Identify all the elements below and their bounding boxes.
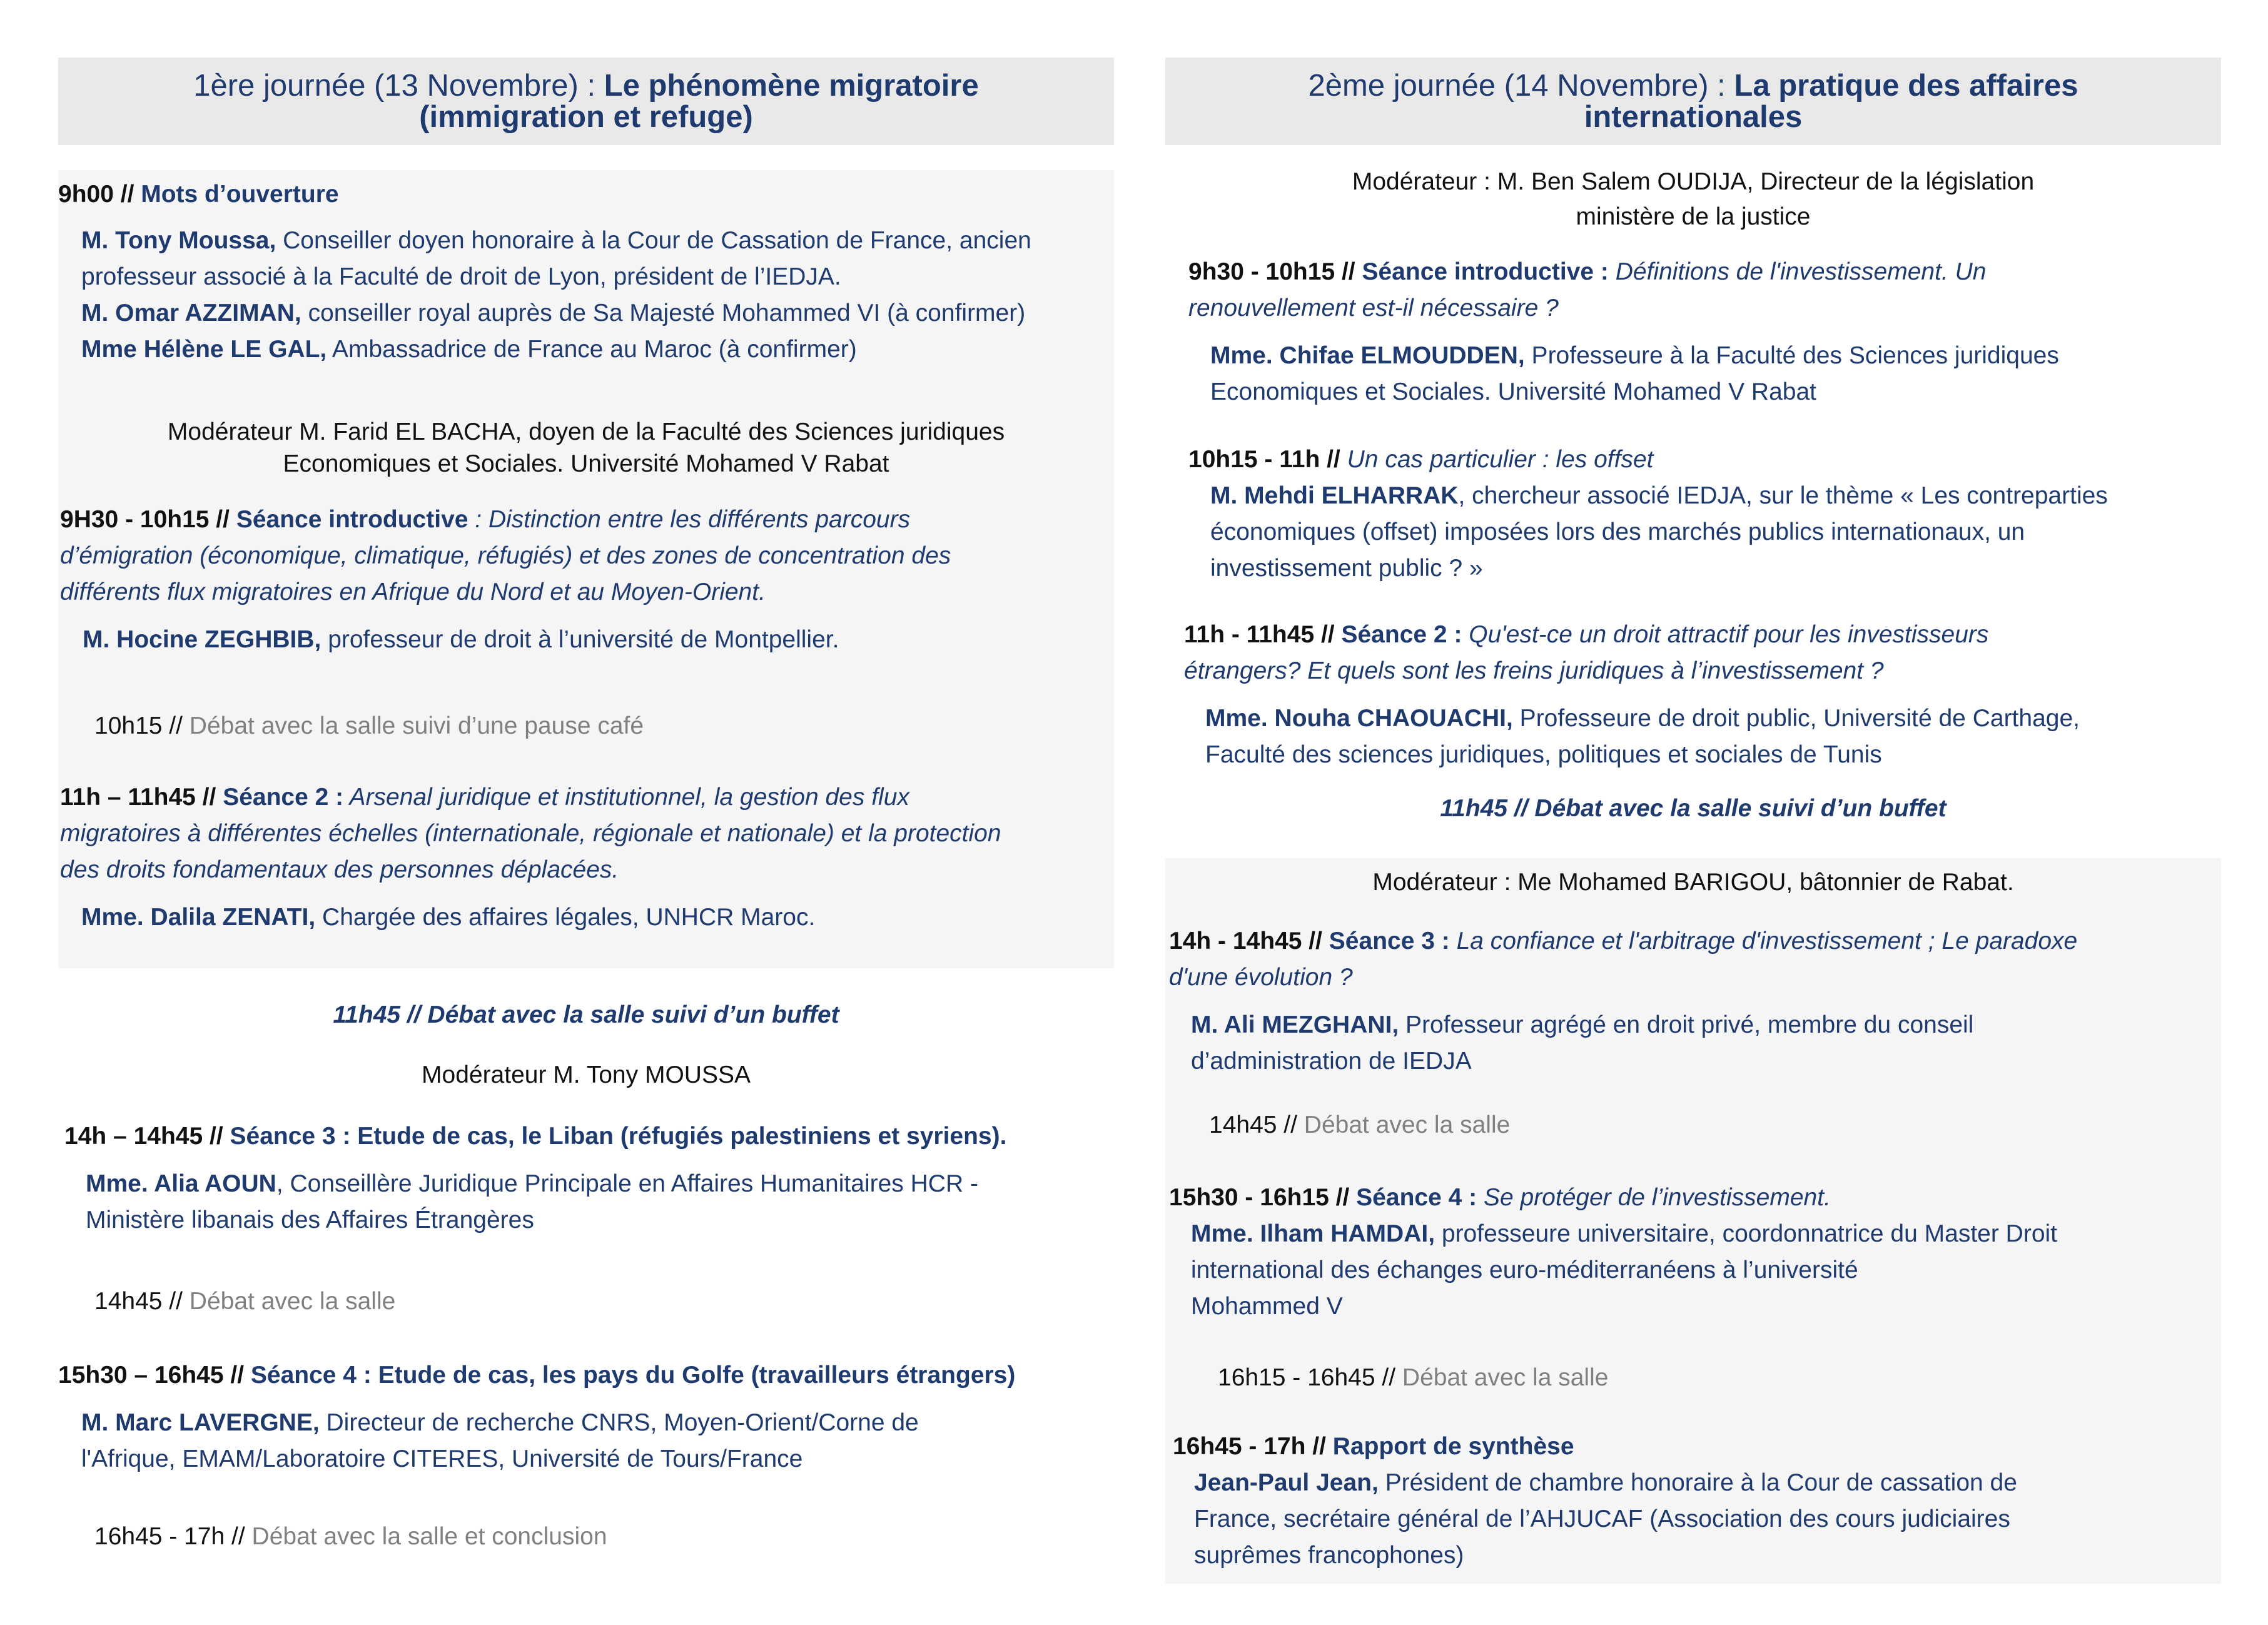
session-heading	[1188, 442, 1654, 478]
moderator-line: Modérateur : M. Ben Salem OUDIJA, Directeur de la législation	[1352, 168, 2035, 195]
speaker-desc: professeur de droit à l’université de Montpellier.	[321, 626, 839, 653]
speaker-desc: Directeur de recherche CNRS, Moyen-Orient/Corne de	[319, 1409, 919, 1436]
speaker-name: Jean-Paul Jean,	[1194, 1469, 1379, 1496]
speaker-desc: professeure universitaire, coordonnatrice du Master Droit	[1435, 1220, 2058, 1247]
session-desc-cont: des droits fondamentaux des personnes déplacées.	[60, 856, 619, 883]
speaker-item	[1205, 701, 2080, 737]
session-label: Séance introductive :	[1362, 258, 1609, 285]
closing-text: Débat avec la salle et conclusion	[251, 1523, 607, 1550]
day2-header	[1165, 58, 2221, 145]
break-text: Débat avec la salle suivi d’une pause café	[189, 712, 644, 739]
day1-morning-panel	[58, 170, 1114, 968]
session-time: 9h30 - 10h15 //	[1188, 258, 1362, 285]
speaker-name: M. Omar AZZIMAN,	[81, 300, 301, 327]
speaker-desc: Professeur agrégé en droit privé, membre du conseil	[1399, 1011, 1974, 1038]
session-heading	[1169, 1180, 1831, 1216]
break-item	[1218, 1360, 1608, 1396]
day2-title-date: 2ème journée (14 Novembre) :	[1308, 69, 1734, 103]
session-desc: La confiance et l'arbitrage d'investissement ; Le paradoxe	[1449, 928, 2078, 954]
session-desc-cont: migratoires à différentes échelles (internationale, régionale et nationale) et la protection	[60, 820, 1001, 847]
session-time: 11h – 11h45 //	[60, 784, 223, 811]
session-time: 14h - 14h45 //	[1169, 928, 1329, 954]
speaker-desc-cont: Faculté des sciences juridiques, politiques et sociales de Tunis	[1205, 741, 1882, 768]
session-heading	[1188, 254, 1986, 290]
session-heading	[64, 1118, 1006, 1155]
moderator-line: Modérateur M. Farid EL BACHA, doyen de la Faculté des Sciences juridiques	[167, 418, 1005, 445]
break-time: 14h45 //	[94, 1288, 190, 1315]
session-heading	[1184, 617, 1988, 653]
speaker-item	[1194, 1465, 2017, 1501]
session-label: Séance introductive	[236, 506, 468, 533]
break-text: Débat avec la salle	[1304, 1111, 1511, 1138]
speaker-item	[83, 622, 839, 658]
moderator-line: ministère de la justice	[1576, 203, 1811, 230]
session-heading	[1169, 923, 2077, 959]
break-item	[1209, 1107, 1510, 1143]
day2-afternoon-panel	[1165, 858, 2221, 1584]
speaker-item	[81, 899, 815, 936]
speaker-desc: , chercheur associé IEDJA, sur le thème « Les contreparties	[1458, 482, 2108, 509]
day1-title-theme: Le phénomène migratoire	[604, 69, 979, 103]
session-heading	[60, 779, 909, 816]
break-text: Débat avec la salle	[189, 1288, 396, 1315]
session-label: Séance 3 : Etude de cas, le Liban (réfugiés palestiniens et syriens).	[230, 1123, 1007, 1150]
session-time: 16h45 - 17h //	[1173, 1433, 1333, 1460]
session-time: 15h30 – 16h45 //	[58, 1362, 251, 1389]
opening-item	[58, 176, 339, 213]
day1-title-date: 1ère journée (13 Novembre) :	[193, 69, 604, 103]
speaker-desc: Chargée des affaires légales, UNHCR Maroc.	[315, 904, 816, 931]
speaker-desc-cont: France, secrétaire général de l’AHJUCAF (Association des cours judiciaires	[1194, 1506, 2010, 1532]
day2-column	[1165, 58, 2221, 1569]
session-label: Séance 2 :	[1341, 621, 1462, 648]
session-label: Séance 3 :	[1329, 928, 1450, 954]
speaker-desc-cont: Mohammed V	[1191, 1293, 1343, 1320]
day2-morning	[1165, 164, 2221, 914]
session-desc: Se protéger de l’investissement.	[1477, 1184, 1831, 1211]
session-desc: Qu'est-ce un droit attractif pour les investisseurs	[1462, 621, 1989, 648]
speaker-desc-cont: international des échanges euro-méditerranéens à l’université	[1191, 1257, 1858, 1283]
break-time: 14h45 //	[1209, 1111, 1304, 1138]
session-desc: Un cas particulier : les offset	[1347, 446, 1654, 473]
speaker-item	[1191, 1216, 2057, 1252]
speaker-name: M. Hocine ZEGHBIB,	[83, 626, 321, 653]
speaker-desc-cont: d’administration de IEDJA	[1191, 1048, 1472, 1075]
speaker-item	[81, 1405, 919, 1441]
session-label: Séance 4 : Etude de cas, les pays du Golfe (travailleurs étrangers)	[250, 1362, 1016, 1389]
speaker-desc: Ambassadrice de France au Maroc (à confirmer)	[327, 336, 857, 363]
speaker-name: M. Ali MEZGHANI,	[1191, 1011, 1399, 1038]
speaker-desc: conseiller royal auprès de Sa Majesté Mohammed VI (à confirmer)	[301, 300, 1026, 327]
speaker-desc: Président de chambre honoraire à la Cour de cassation de	[1378, 1469, 2017, 1496]
speaker-name: Mme. Nouha CHAOUACHI,	[1205, 705, 1513, 732]
speaker-desc: Professeure à la Faculté des Sciences juridiques	[1524, 342, 2059, 369]
speaker-name: Mme. Chifae ELMOUDDEN,	[1210, 342, 1525, 369]
moderator-line: Modérateur M. Tony MOUSSA	[422, 1061, 751, 1088]
speaker-name: M. Tony Moussa,	[81, 227, 276, 254]
session-heading	[60, 502, 910, 538]
speaker-item	[86, 1166, 978, 1202]
speaker-desc-cont: suprêmes francophones)	[1194, 1542, 1464, 1569]
session-label: Séance 2 :	[223, 784, 344, 811]
session-label: Séance 4 :	[1356, 1184, 1477, 1211]
lunch-break: 11h45 // Débat avec la salle suivi d’un buffet	[1440, 795, 1947, 822]
speaker-desc: Conseiller doyen honoraire à la Cour de Cassation de France, ancien	[276, 227, 1031, 254]
closing-time: 16h45 - 17h //	[94, 1523, 252, 1550]
session-desc: Définitions de l'investissement. Un	[1608, 258, 1987, 285]
speaker-item	[1191, 1007, 1973, 1043]
session-desc: : Distinction entre les différents parcours	[468, 506, 911, 533]
day2-title-theme: La pratique des affaires	[1734, 69, 2078, 103]
session-time: 10h15 - 11h //	[1188, 446, 1347, 473]
session-heading	[1173, 1429, 1574, 1465]
speaker-name: Mme. Alia AOUN	[86, 1170, 276, 1197]
session-desc-cont: d’émigration (économique, climatique, réfugiés) et des zones de concentration des	[60, 542, 951, 569]
session-time: 11h - 11h45 //	[1184, 621, 1342, 648]
day1-title-theme-line2: (immigration et refuge)	[419, 100, 753, 134]
session-desc: Arsenal juridique et institutionnel, la gestion des flux	[343, 784, 909, 811]
speaker-name: Mme. Dalila ZENATI,	[81, 904, 316, 931]
session-desc-cont: d'une évolution ?	[1169, 964, 1353, 991]
break-item	[94, 708, 644, 744]
speaker-item	[81, 295, 1025, 332]
session-time: 14h – 14h45 //	[64, 1123, 230, 1150]
session-time: 15h30 - 16h15 //	[1169, 1184, 1357, 1211]
opening-label: Mots d’ouverture	[141, 181, 339, 208]
speaker-desc-cont: économiques (offset) imposées lors des marchés publics internationaux, un	[1210, 519, 2025, 545]
session-label: Rapport de synthèse	[1332, 1433, 1574, 1460]
break-time: 16h15 - 16h45 //	[1218, 1364, 1402, 1391]
speaker-item	[81, 223, 1031, 259]
session-desc-cont: étrangers? Et quels sont les freins juridiques à l’investissement ?	[1184, 657, 1884, 684]
speaker-desc: Professeure de droit public, Université de Carthage,	[1512, 705, 2080, 732]
speaker-item	[1210, 478, 2108, 514]
speaker-name: Mme Hélène LE GAL,	[81, 336, 327, 363]
moderator-line: Modérateur : Me Mohamed BARIGOU, bâtonnier de Rabat.	[1372, 869, 2014, 896]
speaker-desc-cont: investissement public ? »	[1210, 555, 1483, 582]
session-desc-cont: différents flux migratoires en Afrique du Nord et au Moyen-Orient.	[60, 579, 766, 605]
break-time: 10h15 //	[94, 712, 190, 739]
speaker-desc: , Conseillère Juridique Principale en Affaires Humanitaires HCR -	[276, 1170, 978, 1197]
speaker-name: M. Marc LAVERGNE,	[81, 1409, 320, 1436]
opening-time: 9h00 //	[58, 181, 141, 208]
speaker-name: M. Mehdi ELHARRAK	[1210, 482, 1459, 509]
speaker-item	[1210, 338, 2059, 374]
speaker-item	[81, 332, 857, 368]
speaker-desc-cont: professeur associé à la Faculté de droit de Lyon, président de l’IEDJA.	[81, 263, 841, 290]
break-item	[94, 1283, 395, 1320]
session-desc-cont: renouvellement est-il nécessaire ?	[1188, 295, 1559, 321]
day1-column	[58, 58, 1114, 1550]
day1-afternoon	[58, 968, 1114, 1594]
session-heading	[58, 1357, 1015, 1394]
lunch-break: 11h45 // Débat avec la salle suivi d’un buffet	[333, 1001, 839, 1028]
day1-header	[58, 58, 1114, 145]
speaker-desc-cont: Economiques et Sociales. Université Mohamed V Rabat	[1210, 378, 1816, 405]
speaker-desc-cont: Ministère libanais des Affaires Étrangères	[86, 1207, 534, 1233]
session-time: 9H30 - 10h15 //	[60, 506, 236, 533]
speaker-name: Mme. Ilham HAMDAI,	[1191, 1220, 1435, 1247]
break-text: Débat avec la salle	[1402, 1364, 1609, 1391]
day2-title-theme-line2: internationales	[1584, 100, 1803, 134]
moderator-line: Economiques et Sociales. Université Mohamed V Rabat	[283, 450, 889, 477]
closing-item	[94, 1519, 607, 1555]
speaker-desc-cont: l'Afrique, EMAM/Laboratoire CITERES, Université de Tours/France	[81, 1445, 803, 1472]
